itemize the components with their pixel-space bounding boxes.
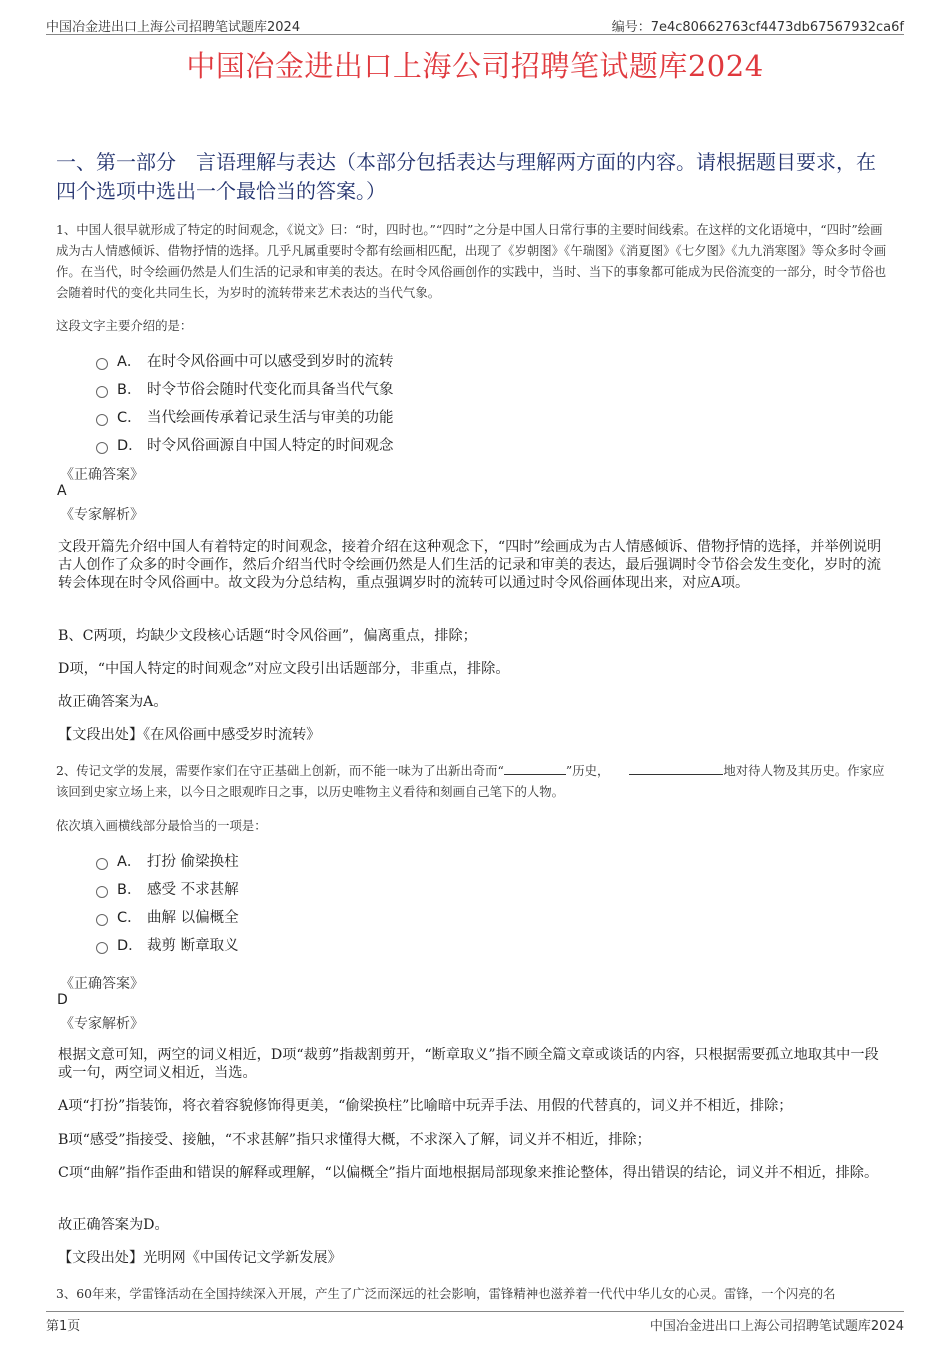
page-number: 第1页 — [46, 1319, 81, 1334]
radio-button[interactable] — [96, 442, 108, 454]
option-text: 感受 不求甚解 — [147, 881, 239, 898]
section-part: 一、第一部分 — [56, 150, 176, 174]
question-2-text-middle: ”历史， — [565, 763, 610, 778]
option-letter: D． — [117, 437, 143, 454]
option-letter: B． — [117, 881, 142, 898]
section-description: 言语理解与表达（本部分包括表达与理解两方面的内容。请根据题目要求，在四个选项中选出一个最恰当的答案。） — [56, 150, 876, 203]
page-footer — [46, 1311, 904, 1332]
radio-button[interactable] — [96, 358, 108, 370]
question-2-option-b[interactable] — [96, 874, 239, 902]
option-text: 裁剪 断章取义 — [147, 937, 239, 954]
option-text: 打扮 偷梁换柱 — [147, 853, 239, 870]
question-2-analysis-1: 根据文意可知，两空的词义相近，D项“裁剪”指裁割剪开，“断章取义”指不顾全篇文章或谈话的内容，只根据需要孤立地取其中一段或一句，两空词义相近，当选。 — [58, 1047, 879, 1081]
footer-doc-name: 中国冶金进出口上海公司招聘笔试题库2024 — [649, 1319, 904, 1334]
radio-button[interactable] — [96, 942, 108, 954]
option-letter: B． — [117, 381, 142, 398]
question-1-text: 1、中国人很早就形成了特定的时间观念，《说文》曰：“时，四时也。”“四时”之分是中国人日常行事的主要时间线索。在这样的文化语境中，“四时”绘画成为古人情感倾诉、借物抒情的选择。几乎凡属重要时令都有绘画相匹配，出现了《岁朝图》《午瑞图》《消夏图》《七夕图》《九九消寒图》等众多时令画作。在当代，时令绘画仍然是人们生活的记录和审美的表达。在时令风俗画创作的实践中，当时、当下的事象都可能成为民俗流变的一部分，时令节俗也会随着时代的变化共同生长，为岁时的流转带来艺术表达的当代气象。 — [56, 222, 887, 300]
question-1-analysis-3: D项，“中国人特定的时间观念”对应文段引出话题部分，非重点，排除。 — [58, 661, 510, 677]
radio-button[interactable] — [96, 386, 108, 398]
expert-analysis-label: 《专家解析》 — [60, 507, 144, 523]
fill-blank-1 — [504, 762, 566, 775]
radio-button[interactable] — [96, 886, 108, 898]
option-text: 时令风俗画源自中国人特定的时间观念 — [147, 437, 394, 454]
question-2-text — [56, 760, 888, 802]
option-letter: A． — [117, 853, 142, 870]
section-heading — [56, 148, 888, 206]
option-text: 时令节俗会随时代变化而具备当代气象 — [147, 381, 394, 398]
question-2-analysis-5: 故正确答案为D。 — [58, 1217, 169, 1233]
question-1-analysis-2: B、C两项，均缺少文段核心话题“时令风俗画”，偏离重点，排除； — [58, 628, 477, 644]
question-2-answer: D — [57, 992, 68, 1008]
page-header — [46, 14, 904, 35]
question-2-options — [96, 846, 239, 958]
question-2-option-a[interactable] — [96, 846, 239, 874]
option-letter: A． — [117, 353, 142, 370]
header-doc-name: 中国冶金进出口上海公司招聘笔试题库2024 — [46, 20, 301, 35]
radio-button[interactable] — [96, 414, 108, 426]
question-1-analysis-4: 故正确答案为A。 — [58, 694, 168, 710]
question-2-analysis-3: B项“感受”指接受、接触，“不求甚解”指只求懂得大概，不求深入了解，词义并不相近，排除； — [58, 1132, 651, 1148]
option-letter: D． — [117, 937, 143, 954]
question-2-text-start: 2、传记文学的发展，需要作家们在守正基础上创新，而不能一味为了出新出奇而“ — [56, 763, 504, 778]
question-2-text-end: 地对待人物及其历史。作家应该回到史家立场上来，以今日之眼观昨日之事，以历史唯物主义看待和刻画自己笔下的人物。 — [56, 763, 885, 799]
question-2-prompt: 依次填入画横线部分最恰当的一项是： — [56, 818, 267, 833]
question-2-source: 【文段出处】光明网《中国传记文学新发展》 — [58, 1250, 342, 1266]
question-1-answer: A — [57, 483, 67, 499]
question-1-options — [96, 346, 394, 458]
question-1-option-d[interactable] — [96, 430, 394, 458]
question-1-analysis-1: 文段开篇先介绍中国人有着特定的时间观念，接着介绍在这种观念下，“四时”绘画成为古人情感倾诉、借物抒情的选择，并举例说明古人创作了众多的时令画作，然后介绍当代时令绘画仍然是人们生活的记录和审美的表达，最后强调时令节俗会发生变化，岁时的流转会体现在时令风俗画中。故文段为分总结构，重点强调岁时的流转可以通过时令风俗画体现出来，对应A项。 — [58, 539, 882, 591]
option-text: 在时令风俗画中可以感受到岁时的流转 — [147, 353, 394, 370]
question-2-analysis-4: C项“曲解”指作歪曲和错误的解释或理解，“以偏概全”指片面地根据局部现象来推论整体，得出错误的结论，词义并不相近，排除。 — [58, 1165, 879, 1181]
fill-blank-2 — [629, 762, 723, 775]
question-1-prompt: 这段文字主要介绍的是： — [56, 318, 193, 333]
radio-button[interactable] — [96, 914, 108, 926]
question-2-option-c[interactable] — [96, 902, 239, 930]
radio-button[interactable] — [96, 858, 108, 870]
option-text: 当代绘画传承着记录生活与审美的功能 — [147, 409, 394, 426]
option-letter: C． — [117, 409, 142, 426]
question-1-source: 【文段出处】《在风俗画中感受岁时流转》 — [58, 727, 321, 743]
expert-analysis-label: 《专家解析》 — [60, 1016, 144, 1032]
question-1-option-a[interactable] — [96, 346, 394, 374]
option-letter: C． — [117, 909, 142, 926]
header-doc-id: 编号：7e4c80662763cf4473db67567932ca6f — [611, 20, 904, 35]
question-1-option-c[interactable] — [96, 402, 394, 430]
question-2-option-d[interactable] — [96, 930, 239, 958]
option-text: 曲解 以偏概全 — [147, 909, 239, 926]
correct-answer-label: 《正确答案》 — [60, 467, 144, 483]
question-1-option-b[interactable] — [96, 374, 394, 402]
correct-answer-label: 《正确答案》 — [60, 976, 144, 992]
question-3-text: 3、60年来，学雷锋活动在全国持续深入开展，产生了广泛而深远的社会影响，雷锋精神也滋养着一代代中华儿女的心灵。雷锋，一个闪亮的名 — [56, 1286, 836, 1301]
question-2-analysis-2: A项“打扮”指装饰，将衣着容貌修饰得更美，“偷梁换柱”比喻暗中玩弄手法、用假的代替真的，词义并不相近，排除； — [58, 1098, 793, 1114]
document-title: 中国冶金进出口上海公司招聘笔试题库2024 — [186, 49, 764, 83]
